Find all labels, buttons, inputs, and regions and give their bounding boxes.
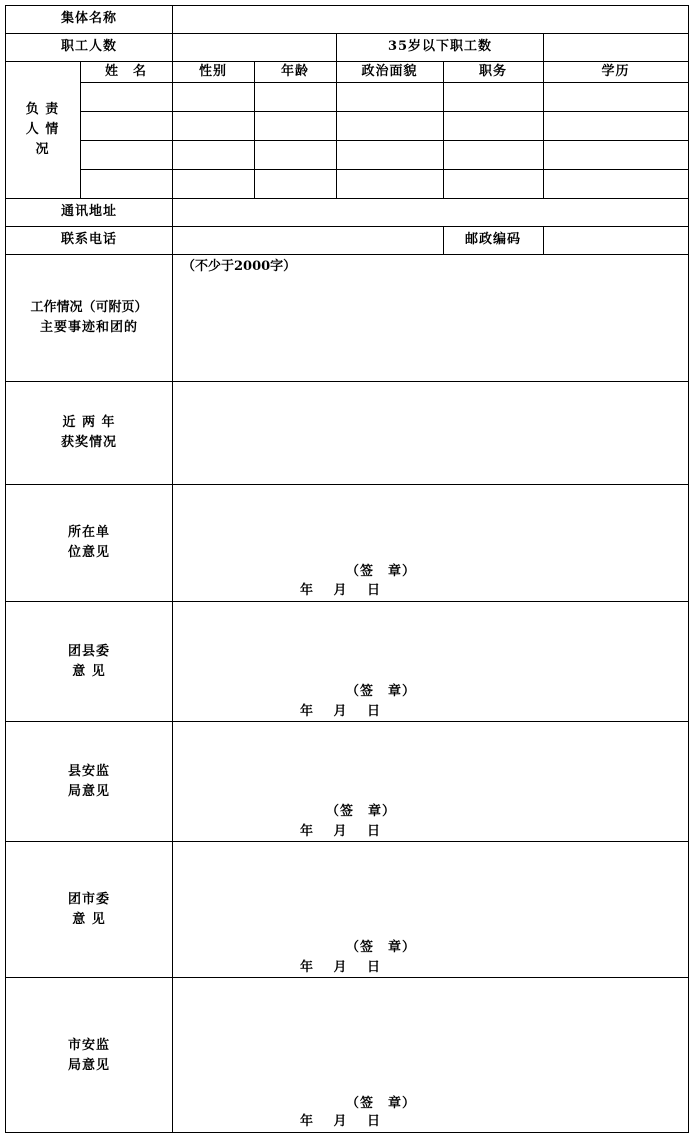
city-league-opinion-date: 年 月 日 (300, 960, 382, 975)
unit-opinion-label-line-2: 位意见 (67, 545, 110, 560)
unit-opinion-seal: （签 章） (346, 564, 417, 579)
unit-opinion-field[interactable] (173, 485, 688, 560)
column-header-name: 姓 名 (104, 64, 147, 79)
city-safety-opinion-date: 年 月 日 (300, 1114, 382, 1129)
leader-row-2[interactable] (81, 112, 688, 140)
youth-staff-field[interactable] (544, 34, 688, 61)
collective-name-label: 集体名称 (60, 11, 117, 26)
county-league-opinion-date: 年 月 日 (300, 704, 382, 719)
leader-info-label-line-3: 况 (35, 142, 50, 157)
county-league-opinion-label-line-1: 团县委 (67, 644, 110, 659)
county-safety-opinion-seal: （签 章） (326, 804, 397, 819)
leader-info-label-line-1: 负 责 (25, 102, 60, 117)
county-league-opinion-seal: （签 章） (346, 684, 417, 699)
postcode-label: 邮政编码 (464, 232, 521, 247)
city-safety-opinion-label-line-2: 局意见 (67, 1058, 110, 1073)
city-safety-opinion-label-line-1: 市安监 (67, 1038, 110, 1053)
phone-label: 联系电话 (60, 232, 117, 247)
staff-count-label: 职工人数 (60, 39, 117, 54)
address-field[interactable] (173, 199, 688, 226)
leader-row-4[interactable] (81, 170, 688, 198)
county-safety-opinion-label-line-1: 县安监 (67, 764, 110, 779)
form-border-bottom (5, 1132, 689, 1133)
youth-staff-label: 35岁以下职工数 (387, 39, 493, 54)
city-safety-opinion-field[interactable] (173, 978, 688, 1092)
city-safety-opinion-seal: （签 章） (346, 1096, 417, 1111)
address-label: 通讯地址 (60, 204, 117, 219)
column-header-gender: 性别 (198, 64, 227, 79)
column-header-political-status: 政治面貌 (361, 64, 418, 79)
form-border-left (5, 5, 6, 1133)
unit-opinion-date: 年 月 日 (300, 583, 382, 598)
county-safety-opinion-field[interactable] (173, 722, 688, 800)
unit-opinion-label-line-1: 所在单 (67, 525, 110, 540)
city-league-opinion-seal: （签 章） (346, 940, 417, 955)
work-label-line-1: 工作情况（可附页） (30, 300, 148, 315)
city-league-opinion-label-line-1: 团市委 (67, 892, 110, 907)
leader-info-label-line-2: 人 情 (25, 122, 60, 137)
column-header-position: 职务 (478, 64, 507, 79)
staff-count-field[interactable] (173, 34, 336, 61)
awards-label-line-1: 近 两 年 (62, 415, 116, 430)
city-league-opinion-label-line-2: 意 见 (72, 912, 106, 927)
work-length-hint: （不少于2000字） (182, 259, 297, 274)
county-league-opinion-field[interactable] (173, 602, 688, 680)
county-safety-opinion-date: 年 月 日 (300, 824, 382, 839)
column-header-education: 学历 (601, 64, 630, 79)
phone-field[interactable] (173, 227, 443, 254)
row-line (5, 254, 689, 255)
county-league-opinion-label-line-2: 意 见 (72, 664, 106, 679)
city-league-opinion-field[interactable] (173, 842, 688, 936)
county-safety-opinion-label-line-2: 局意见 (67, 784, 110, 799)
leader-row-1[interactable] (81, 83, 688, 111)
work-content-field[interactable] (173, 280, 688, 380)
leader-row-3[interactable] (81, 141, 688, 169)
form-border-right (688, 5, 689, 1133)
postcode-field[interactable] (544, 227, 688, 254)
column-header-age: 年龄 (280, 64, 309, 79)
work-label-line-2: 主要事迹和团的 (39, 320, 138, 335)
collective-name-field[interactable] (173, 6, 688, 33)
awards-field[interactable] (173, 382, 688, 484)
awards-label-line-2: 获奖情况 (60, 435, 117, 450)
